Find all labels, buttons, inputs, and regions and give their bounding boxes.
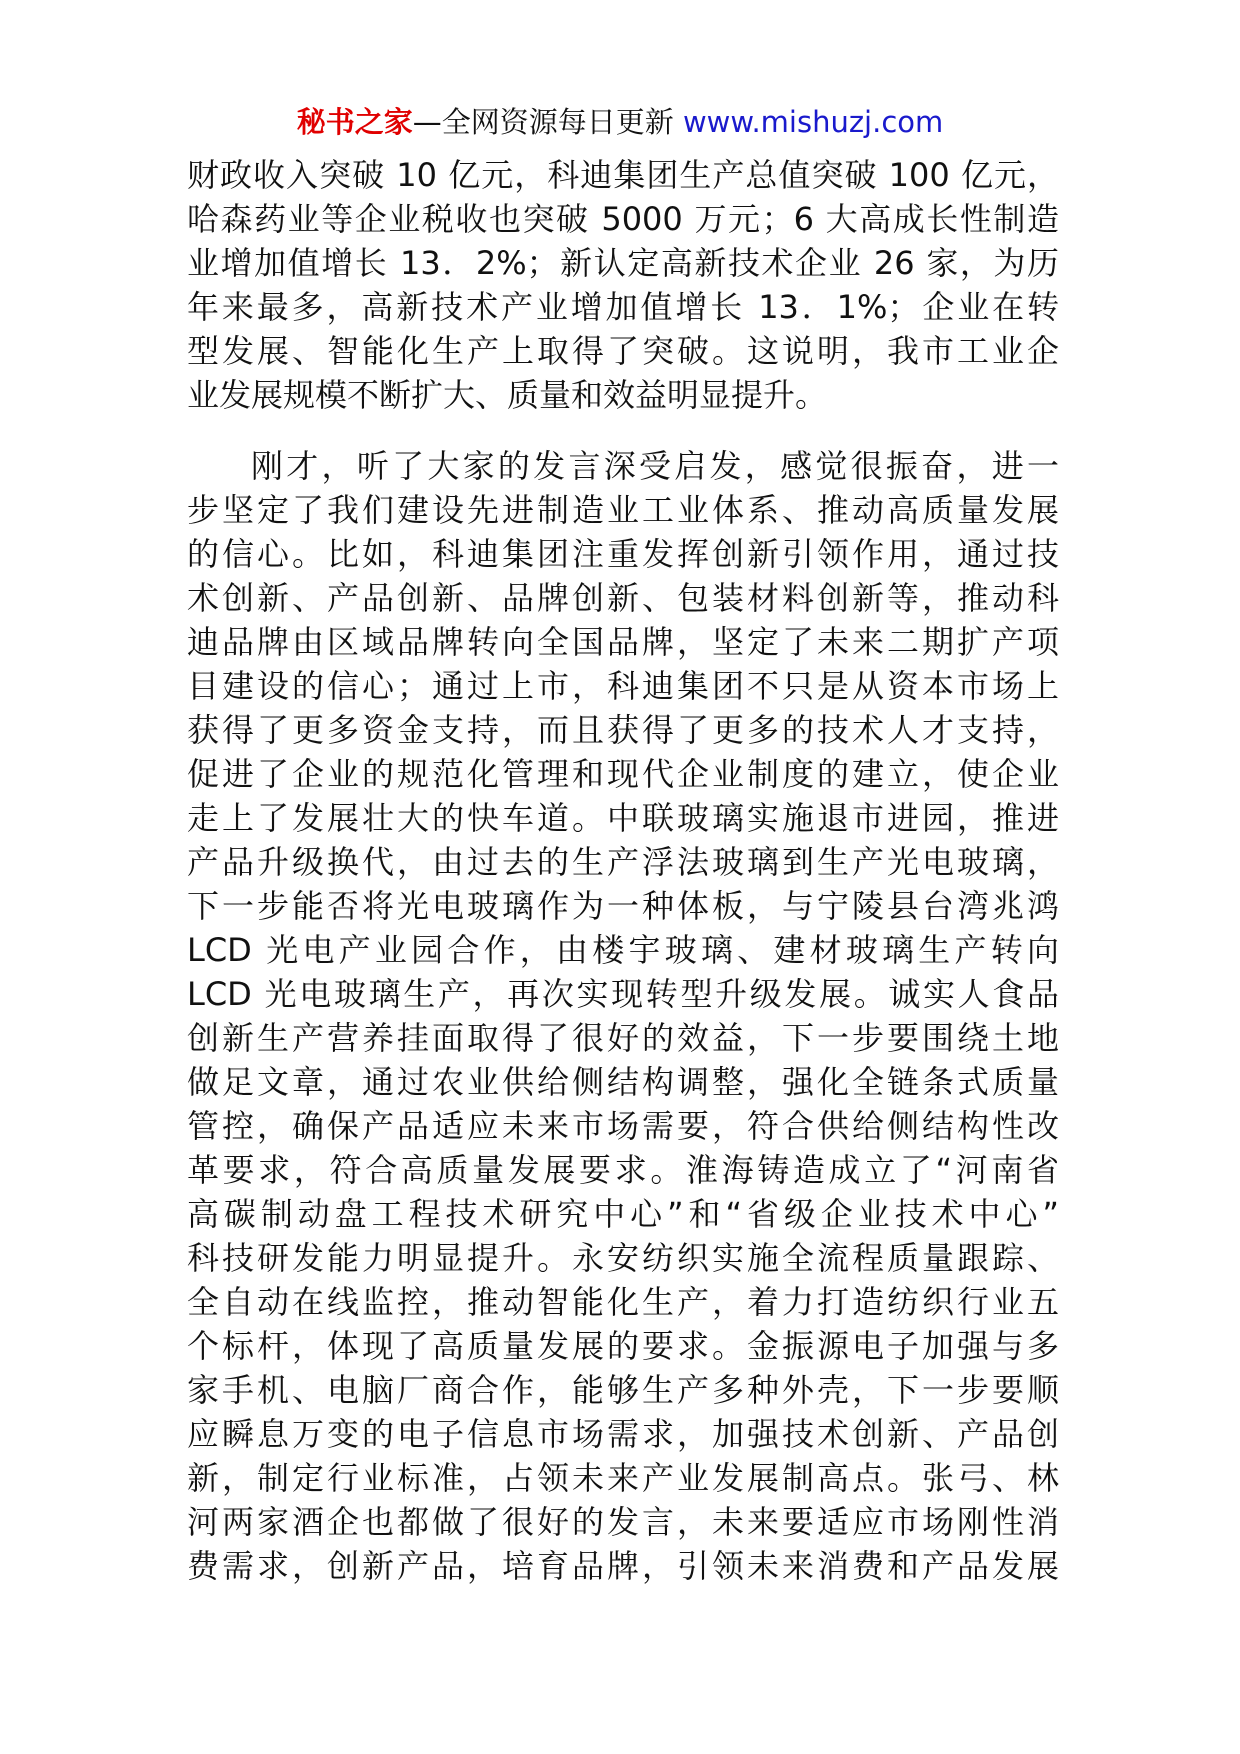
text-line: 术创新、产品创新、品牌创新、包装材料创新等，推动科 xyxy=(187,579,1059,617)
text-line: 业发展规模不断扩大、质量和效益明显提升。 xyxy=(187,376,828,414)
brand-name: 秘书之家 xyxy=(296,105,413,139)
paragraph-1 xyxy=(187,153,1059,417)
text-line: 迪品牌由区域品牌转向全国品牌，坚定了未来二期扩产项 xyxy=(187,623,1059,661)
text-line: 促进了企业的规范化管理和现代企业制度的建立，使企业 xyxy=(187,755,1059,793)
document-body xyxy=(187,153,1059,1588)
site-header xyxy=(0,102,1240,142)
text-line: 步坚定了我们建设先进制造业工业体系、推动高质量发展 xyxy=(187,491,1059,529)
text-line: LCD 光电玻璃生产，再次实现转型升级发展。诚实人食品 xyxy=(187,975,1059,1013)
text-line: 河两家酒企也都做了很好的发言，未来要适应市场刚性消 xyxy=(187,1503,1059,1541)
paragraph-2 xyxy=(187,444,1059,1588)
text-line: 家手机、电脑厂商合作，能够生产多种外壳，下一步要顺 xyxy=(187,1371,1059,1409)
text-line: 费需求，创新产品，培育品牌，引领未来消费和产品发展 xyxy=(187,1547,1059,1585)
text-line: 全自动在线监控，推动智能化生产，着力打造纺织行业五 xyxy=(187,1283,1059,1321)
text-line: 下一步能否将光电玻璃作为一种体板，与宁陵县台湾兆鸿 xyxy=(187,887,1059,925)
text-line: 管控，确保产品适应未来市场需要，符合供给侧结构性改 xyxy=(187,1107,1059,1145)
text-line: 应瞬息万变的电子信息市场需求，加强技术创新、产品创 xyxy=(187,1415,1059,1453)
text-line: 目建设的信心；通过上市，科迪集团不只是从资本市场上 xyxy=(187,667,1059,705)
text-line: 财政收入突破 10 亿元，科迪集团生产总值突破 100 亿元， xyxy=(187,156,1059,194)
text-line: 革要求，符合高质量发展要求。淮海铸造成立了“河南省 xyxy=(187,1151,1059,1189)
text-line: 的信心。比如，科迪集团注重发挥创新引领作用，通过技 xyxy=(187,535,1059,573)
site-url-link[interactable]: www.mishuzj.com xyxy=(682,105,944,139)
text-line: 产品升级换代，由过去的生产浮法玻璃到生产光电玻璃， xyxy=(187,843,1059,881)
text-line: 走上了发展壮大的快车道。中联玻璃实施退市进园，推进 xyxy=(187,799,1059,837)
text-line: 型发展、智能化生产上取得了突破。这说明，我市工业企 xyxy=(187,332,1059,370)
text-line: 高碳制动盘工程技术研究中心”和“省级企业技术中心” xyxy=(187,1195,1059,1233)
text-line: 获得了更多资金支持，而且获得了更多的技术人才支持， xyxy=(187,711,1059,749)
text-line: 哈森药业等企业税收也突破 5000 万元；6 大高成长性制造 xyxy=(187,200,1059,238)
text-line: 科技研发能力明显提升。永安纺织实施全流程质量跟踪、 xyxy=(187,1239,1059,1277)
text-line: 做足文章，通过农业供给侧结构调整，强化全链条式质量 xyxy=(187,1063,1059,1101)
text-line: 个标杆，体现了高质量发展的要求。金振源电子加强与多 xyxy=(187,1327,1059,1365)
text-line: 刚才，听了大家的发言深受启发，感觉很振奋，进一 xyxy=(251,447,1059,485)
text-line: 年来最多，高新技术产业增加值增长 13．1%；企业在转 xyxy=(187,288,1059,326)
text-line: 业增加值增长 13．2%；新认定高新技术企业 26 家，为历 xyxy=(187,244,1059,282)
text-line: LCD 光电产业园合作，由楼宇玻璃、建材玻璃生产转向 xyxy=(187,931,1059,969)
text-line: 创新生产营养挂面取得了很好的效益，下一步要围绕土地 xyxy=(187,1019,1059,1057)
header-slogan: —全网资源每日更新 xyxy=(412,105,683,139)
text-line: 新，制定行业标准，占领未来产业发展制高点。张弓、林 xyxy=(187,1459,1059,1497)
paragraph-spacer xyxy=(187,417,1059,444)
